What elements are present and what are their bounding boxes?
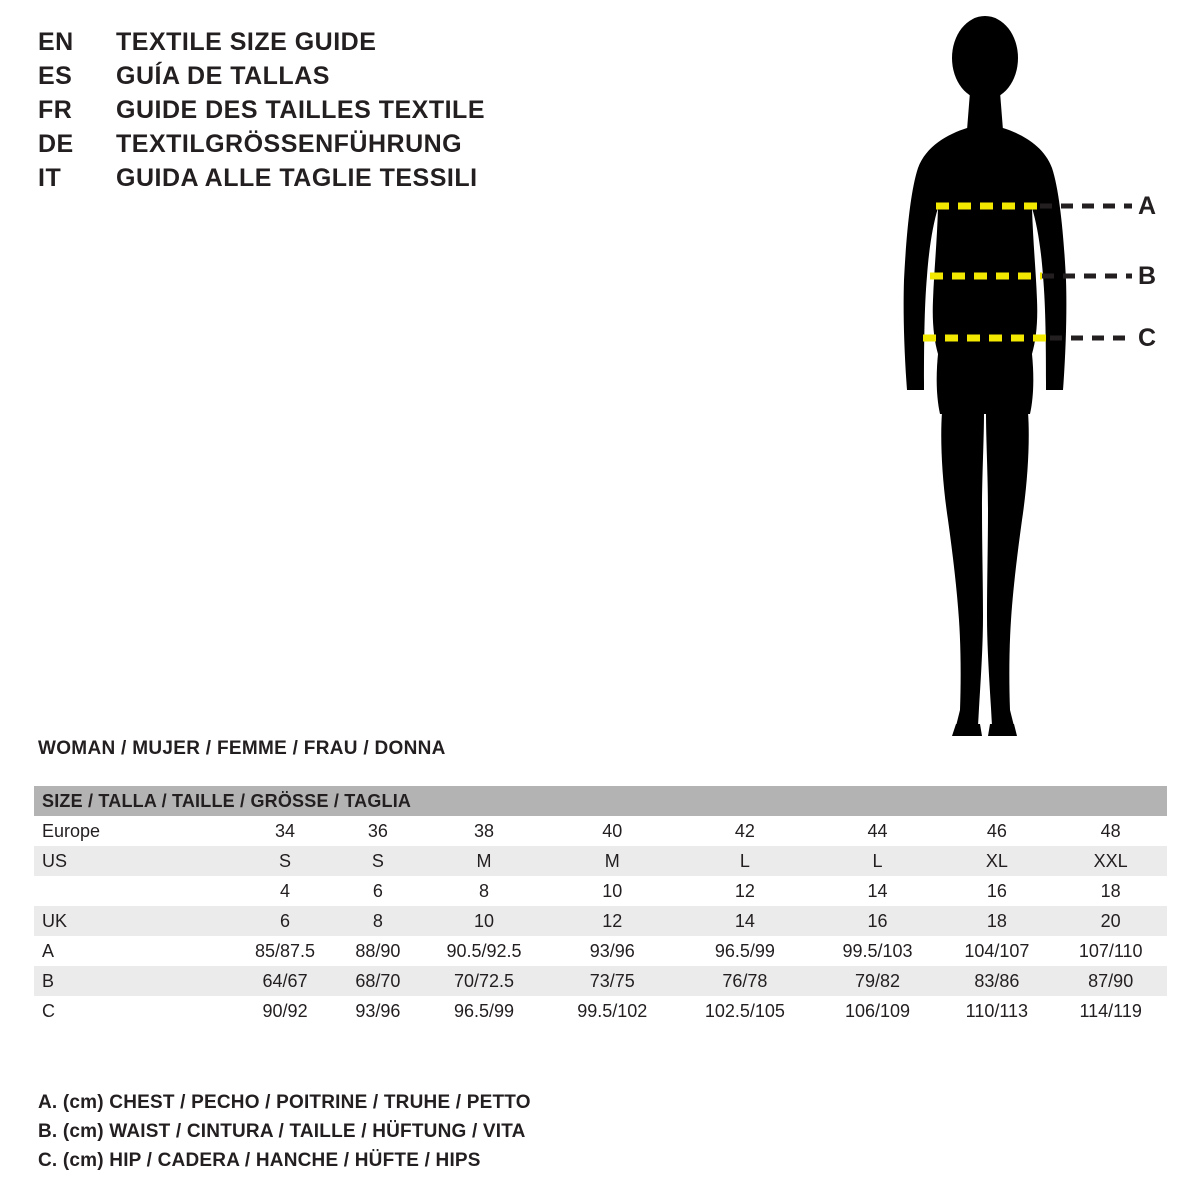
title-text-it: GUIDA ALLE TAGLIE TESSILI (116, 164, 478, 192)
cell: 38 (418, 816, 551, 846)
legend-line-c: C. (cm) HIP / CADERA / HANCHE / HÜFTE / HIPS (38, 1150, 481, 1171)
cell: 64/67 (232, 966, 338, 996)
row-label-us: US (34, 846, 232, 876)
cell: 93/96 (550, 936, 674, 966)
language-code-en: EN (38, 28, 74, 56)
cell: 16 (939, 876, 1054, 906)
section-caption: WOMAN / MUJER / FEMME / FRAU / DONNA (38, 738, 446, 759)
cell: 14 (816, 876, 940, 906)
title-row-es (38, 62, 798, 96)
cell: 76/78 (674, 966, 815, 996)
cell: 12 (550, 906, 674, 936)
cell: 34 (232, 816, 338, 846)
row-label-a: A (34, 936, 232, 966)
cell: 70/72.5 (418, 966, 551, 996)
cell: 6 (232, 906, 338, 936)
legend-line-b: B. (cm) WAIST / CINTURA / TAILLE / HÜFTUNG / VITA (38, 1121, 526, 1142)
cell: S (232, 846, 338, 876)
cell: 10 (550, 876, 674, 906)
cell: 79/82 (816, 966, 940, 996)
title-text-es: GUÍA DE TALLAS (116, 62, 330, 90)
title-block (38, 28, 798, 198)
female-silhouette-icon (860, 10, 1190, 750)
language-code-es: ES (38, 62, 73, 90)
cell: 4 (232, 876, 338, 906)
row-label-uk: UK (34, 906, 232, 936)
cell: 102.5/105 (674, 996, 815, 1026)
measure-label-c: C (1138, 324, 1157, 352)
cell: 106/109 (816, 996, 940, 1026)
cell: 114/119 (1054, 996, 1167, 1026)
cell: 48 (1054, 816, 1167, 846)
cell: 10 (418, 906, 551, 936)
cell: 110/113 (939, 996, 1054, 1026)
title-row-it (38, 164, 798, 198)
cell: 90.5/92.5 (418, 936, 551, 966)
measurement-figure (860, 10, 1190, 750)
cell: 8 (418, 876, 551, 906)
cell: 44 (816, 816, 940, 846)
row-label-c: C (34, 996, 232, 1026)
table-row (34, 846, 1167, 876)
cell: 87/90 (1054, 966, 1167, 996)
measure-label-b: B (1138, 262, 1157, 290)
title-row-en (38, 28, 798, 62)
title-text-de: TEXTILGRÖSSENFÜHRUNG (116, 130, 463, 158)
cell: 36 (338, 816, 418, 846)
row-label-b: B (34, 966, 232, 996)
cell: 12 (674, 876, 815, 906)
table-header-label: SIZE / TALLA / TAILLE / GRÖSSE / TAGLIA (42, 791, 412, 811)
cell: 46 (939, 816, 1054, 846)
table-row (34, 966, 1167, 996)
language-code-de: DE (38, 130, 74, 158)
cell: 85/87.5 (232, 936, 338, 966)
cell: 99.5/102 (550, 996, 674, 1026)
cell: 93/96 (338, 996, 418, 1026)
table-row (34, 876, 1167, 906)
cell: 107/110 (1054, 936, 1167, 966)
cell: L (816, 846, 940, 876)
cell: 20 (1054, 906, 1167, 936)
title-row-fr (38, 96, 798, 130)
cell: L (674, 846, 815, 876)
table-row (34, 936, 1167, 966)
cell: 18 (1054, 876, 1167, 906)
table-row (34, 906, 1167, 936)
cell: 90/92 (232, 996, 338, 1026)
table-row (34, 996, 1167, 1026)
size-table (34, 786, 1167, 1026)
cell: 104/107 (939, 936, 1054, 966)
cell: 83/86 (939, 966, 1054, 996)
cell: 16 (816, 906, 940, 936)
cell: 88/90 (338, 936, 418, 966)
language-code-fr: FR (38, 96, 73, 124)
cell: XXL (1054, 846, 1167, 876)
table-row (34, 816, 1167, 846)
legend-line-a: A. (cm) CHEST / PECHO / POITRINE / TRUHE / PETTO (38, 1092, 531, 1113)
language-code-it: IT (38, 164, 62, 192)
legend (38, 1088, 938, 1175)
cell: XL (939, 846, 1054, 876)
cell: 99.5/103 (816, 936, 940, 966)
cell: 68/70 (338, 966, 418, 996)
title-text-fr: GUIDE DES TAILLES TEXTILE (116, 96, 486, 124)
row-label-europe: Europe (34, 816, 232, 846)
table-header-row (34, 786, 1167, 816)
cell: 42 (674, 816, 815, 846)
cell: 73/75 (550, 966, 674, 996)
cell: 18 (939, 906, 1054, 936)
cell: 14 (674, 906, 815, 936)
cell: 40 (550, 816, 674, 846)
cell: M (550, 846, 674, 876)
measure-label-a: A (1138, 192, 1157, 220)
cell: M (418, 846, 551, 876)
title-row-de (38, 130, 798, 164)
cell: S (338, 846, 418, 876)
row-label-us-numeric (34, 876, 232, 906)
cell: 96.5/99 (674, 936, 815, 966)
cell: 8 (338, 906, 418, 936)
cell: 96.5/99 (418, 996, 551, 1026)
cell: 6 (338, 876, 418, 906)
title-text-en: TEXTILE SIZE GUIDE (116, 28, 377, 56)
